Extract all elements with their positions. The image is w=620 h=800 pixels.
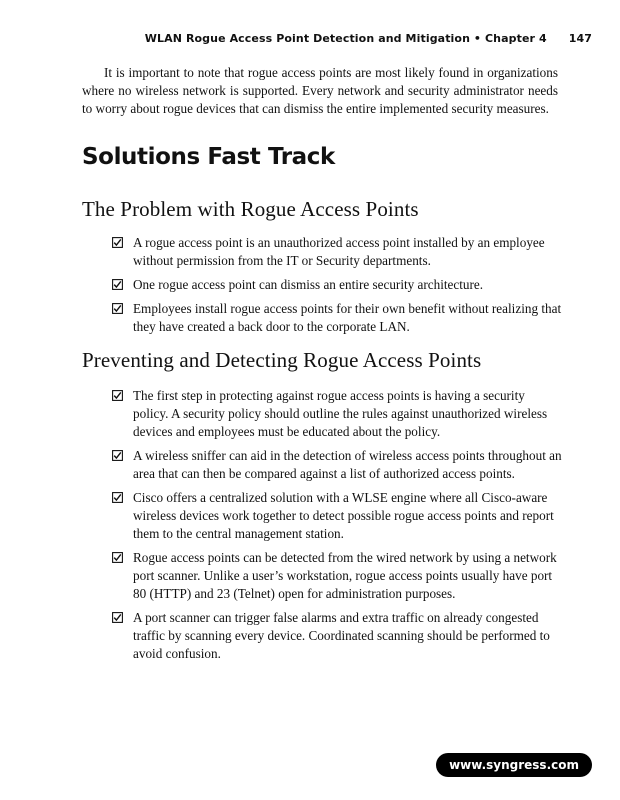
running-header	[145, 32, 592, 45]
checked-box-icon	[112, 390, 123, 401]
bullet-list-problem	[112, 234, 562, 336]
checked-box-icon	[112, 552, 123, 563]
checked-box-icon	[112, 279, 123, 290]
bullet-text: The first step in protecting against rogue access points is having a security policy. A security policy should outline the rules against unauthorized wireless devices and employees must be educated about the policy.	[133, 388, 548, 439]
intro-paragraph: It is important to note that rogue access points are most likely found in organizations where no wireless network is supported. Every network and security administrator needs to worry about rogue devices that can dismiss the entire implemented security measures.	[82, 65, 558, 116]
bullet-text: Cisco offers a centralized solution with a WLSE engine where all Cisco-aware wireless devices work together to detect possible rogue access points and report them to the central management station.	[133, 490, 554, 541]
bullet-text: A port scanner can trigger false alarms and extra traffic on already congested traffic by scanning every device. Coordinated scanning should be performed to avoid confusion.	[133, 610, 550, 661]
subsection-heading-preventing: Preventing and Detecting Rogue Access Points	[82, 348, 482, 372]
list-item	[112, 276, 562, 294]
checked-box-icon	[112, 450, 123, 461]
website-badge: www.syngress.com	[436, 753, 592, 777]
bullet-text: Rogue access points can be detected from the wired network by using a network port scanner. Unlike a user’s workstation, rogue access points usually have port 80 (HTTP) and 23 (Telnet) open for administration purposes.	[133, 550, 557, 601]
checked-box-icon	[112, 612, 123, 623]
bullet-list-preventing	[112, 387, 562, 663]
section-title: Solutions Fast Track	[82, 144, 335, 170]
checked-box-icon	[112, 492, 123, 503]
checked-box-icon	[112, 303, 123, 314]
page-number: 147	[568, 32, 592, 45]
bullet-text: Employees install rogue access points for their own benefit without realizing that they have created a back door to the corporate LAN.	[133, 301, 562, 334]
bullet-text: A rogue access point is an unauthorized access point installed by an employee without permission from the IT or Security departments.	[133, 235, 545, 268]
running-title: WLAN Rogue Access Point Detection and Mitigation • Chapter 4	[144, 32, 547, 45]
subsection-heading-problem: The Problem with Rogue Access Points	[82, 197, 419, 221]
list-item	[112, 387, 562, 441]
list-item	[112, 300, 562, 336]
bullet-text: A wireless sniffer can aid in the detection of wireless access points throughout an area that can then be compared against a list of authorized access points.	[133, 448, 562, 481]
list-item	[112, 549, 562, 603]
list-item	[112, 447, 562, 483]
list-item	[112, 234, 562, 270]
list-item	[112, 609, 562, 663]
checked-box-icon	[112, 237, 123, 248]
list-item	[112, 489, 562, 543]
bullet-text: One rogue access point can dismiss an entire security architecture.	[133, 277, 484, 292]
